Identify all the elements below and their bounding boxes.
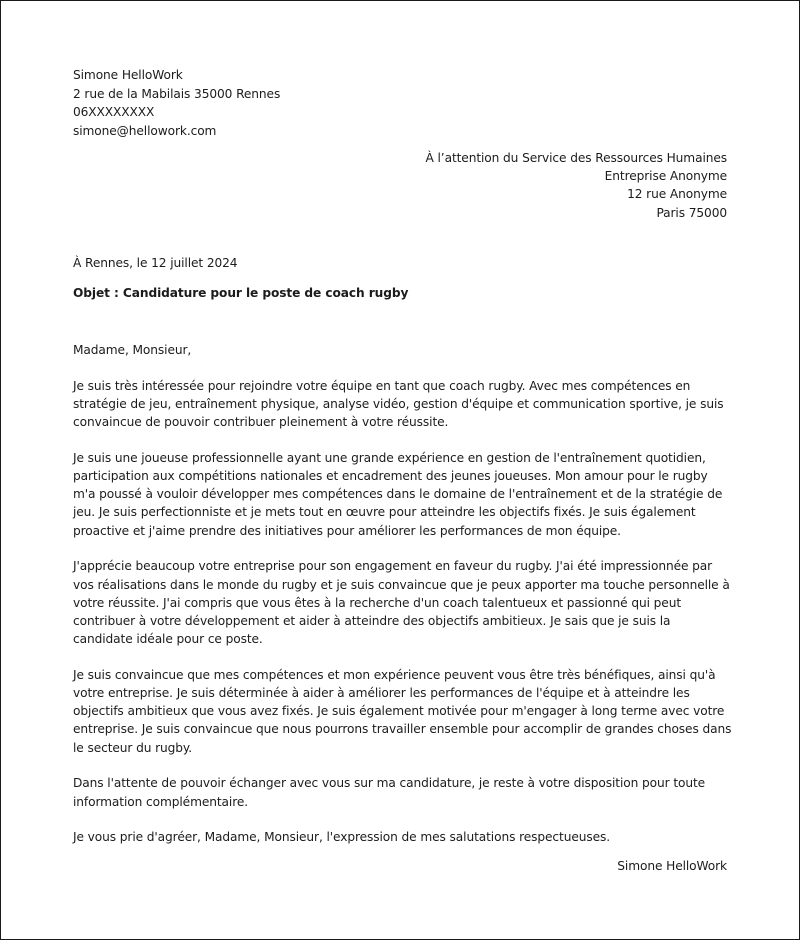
paragraph-4: Je suis convaincue que mes compétences et mon expérience peuvent vous être très bénéfiques, ainsi qu'à votre entreprise. Je suis déterminée à aider à améliorer les performances de l'équipe et à atteindre les objectifs ambitieux que vous avez fixés. Je suis également motivée pour m'engager à long terme avec votre entreprise. Je suis convaincue que nous pourrons travailler ensemble pour accomplir de grandes choses dans le secteur du rugby. bbox=[73, 667, 732, 755]
salutation: Madame, Monsieur, bbox=[73, 343, 192, 357]
paragraph-1: Je suis très intéressée pour rejoindre votre équipe en tant que coach rugby. Avec mes compétences en stratégie de jeu, entraînement physique, analyse vidéo, gestion d'équipe et communication sportive, je suis convaincue de pouvoir contribuer pleinement à votre réussite. bbox=[73, 378, 724, 430]
sender-phone: 06XXXXXXXX bbox=[73, 105, 155, 119]
recipient-block bbox=[426, 149, 728, 222]
recipient-company: Entreprise Anonyme bbox=[604, 169, 727, 184]
paragraph-5: Dans l'attente de pouvoir échanger avec vous sur ma candidature, je reste à votre disposition pour toute information complémentaire. bbox=[73, 776, 706, 809]
sender-email: simone@hellowork.com bbox=[73, 123, 217, 138]
paragraph-3: J'apprécie beaucoup votre entreprise pour son engagement en faveur du rugby. J'ai été impressionnée par vos réalisations dans le monde du rugby et je suis convaincue que je peux apporter ma touche personnelle à votre réussite. J'ai compris que vous êtes à la recherche d'un coach talentueux et passionné qui peut contribuer à votre développement et aider à atteindre des objectifs ambitieux. Je sais que je suis la candidate idéale pour ce poste. bbox=[73, 559, 730, 647]
recipient-city: Paris 75000 bbox=[656, 205, 727, 220]
sender-name: Simone HelloWork bbox=[73, 68, 183, 82]
paragraph-2: Je suis une joueuse professionnelle ayant une grande expérience en gestion de l'entraînement quotidien, participation aux compétitions nationales et encadrement des jeunes joueuses. Mon amour pour le rugby m'a poussé à vouloir développer mes compétences dans le domaine de l'entraînement et de la stratégie de jeu. Je suis perfectionniste et je mets tout en œuvre pour atteindre les objectifs fixés. Je suis également proactive et j'aime prendre des initiatives pour améliorer les performances de mon équipe. bbox=[73, 450, 723, 538]
letter-subject: Objet : Candidature pour le poste de coach rugby bbox=[73, 286, 409, 300]
signature: Simone HelloWork bbox=[617, 859, 727, 873]
sender-block bbox=[73, 66, 280, 140]
recipient-attention: À l’attention du Service des Ressources Humaines bbox=[425, 151, 727, 165]
closing-paragraph: Je vous prie d'agréer, Madame, Monsieur, l'expression de mes salutations respectueuses. bbox=[73, 830, 611, 845]
letter-date: À Rennes, le 12 juillet 2024 bbox=[73, 256, 238, 270]
letter-body bbox=[73, 341, 733, 864]
recipient-street: 12 rue Anonyme bbox=[627, 187, 727, 202]
sender-address: 2 rue de la Mabilais 35000 Rennes bbox=[73, 86, 281, 101]
